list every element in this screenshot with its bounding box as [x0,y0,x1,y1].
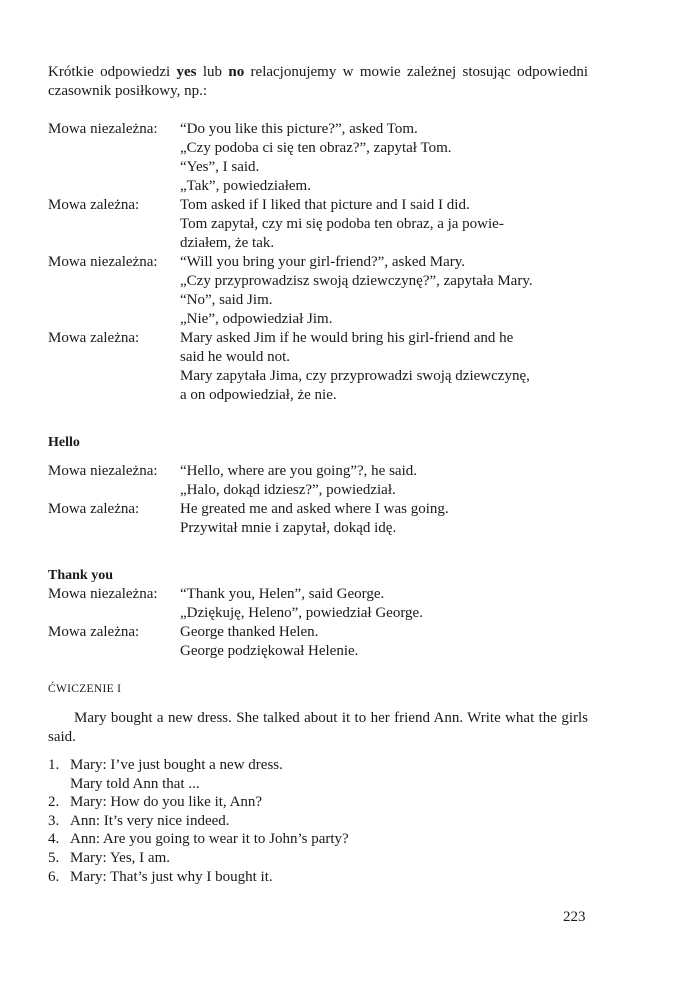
item-line: Mary told Ann that ... [70,775,200,792]
dialogue-text [180,500,608,538]
speech-type-label: Mowa zależna: [48,624,140,640]
intro-text-3: relacjonujemy w mowie zależnej stosując odpowiedni czasownik posiłkowy, np.: [48,64,588,99]
page-number: 223 [563,909,586,925]
list-item [48,849,608,868]
item-line: Mary: Yes, I am. [70,849,170,866]
intro-paragraph [48,63,588,101]
item-number: 5. [48,849,60,866]
dialogue-line: He greated me and asked where I was going. [180,501,449,517]
item-line: Mary: That’s just why I bought it. [70,868,273,885]
dialogue-line: “Thank you, Helen”, said George. [180,586,385,602]
dialogue-text [180,585,608,623]
speech-type-label: Mowa zależna: [48,501,140,517]
dialogue-line: „Czy przyprowadzisz swoją dziewczynę?”, zapytała Mary. [180,273,533,289]
speech-type-label: Mowa niezależna: [48,586,158,602]
dialogue-row [48,120,608,196]
item-number: 2. [48,794,60,811]
item-text [70,756,283,793]
dialogue-text [180,329,608,405]
item-line: Ann: It’s very nice indeed. [70,812,230,829]
item-number: 6. [48,868,60,885]
dialogue-line: “Hello, where are you going”?, he said. [180,463,417,479]
dialogue-line: a on odpowiedział, że nie. [180,387,337,403]
section-heading-thank-you: Thank you [48,568,113,583]
dialogue-text [180,196,608,253]
dialogue-line: said he would not. [180,349,290,365]
list-item [48,756,608,793]
intro-yes: yes [176,64,197,80]
dialogue-text [180,623,608,661]
dialogue-line: Tom asked if I liked that picture and I said I did. [180,197,470,213]
dialogue-line: George thanked Helen. [180,624,319,640]
item-line: Mary: I’ve just bought a new dress. [70,757,283,773]
list-item [48,830,608,849]
dialogue-line: działem, że tak. [180,235,275,251]
dialogue-row [48,196,608,253]
dialogue-line: „Halo, dokąd idziesz?”, powiedział. [180,482,396,498]
list-item [48,868,608,887]
speech-type-label: Mowa zależna: [48,197,140,213]
exercise-title: ĆWICZENIE I [48,683,122,695]
dialogue-text [180,462,608,500]
item-number: 3. [48,812,60,829]
intro-text-2: lub [196,64,229,80]
item-number: 1. [48,757,60,773]
dialogue-line: Mary asked Jim if he would bring his girl-friend and he [180,330,514,346]
dialogue-line: „Dziękuję, Heleno”, powiedział George. [180,605,423,621]
exercise-list [48,756,608,886]
section-heading-hello: Hello [48,435,80,450]
dialogue-line: George podziękował Helenie. [180,643,359,659]
dialogue-line: „Tak”, powiedziałem. [180,178,311,194]
item-line: Ann: Are you going to wear it to John’s party? [70,831,349,848]
speech-type-label: Mowa niezależna: [48,254,158,270]
dialogue-row [48,462,608,500]
dialogue-row [48,623,608,661]
dialogue-line: „Nie”, odpowiedział Jim. [180,311,333,327]
dialogue-line: “Will you bring your girl-friend?”, asked Mary. [180,254,465,270]
dialogue-row [48,329,608,405]
speech-type-label: Mowa niezależna: [48,463,158,479]
dialogue-line: “Do you like this picture?”, asked Tom. [180,121,418,137]
dialogue-line: Tom zapytał, czy mi się podoba ten obraz, a ja powie- [180,216,504,232]
item-line: Mary: How do you like it, Ann? [70,794,263,811]
item-number: 4. [48,831,60,848]
dialogue-text [180,253,608,329]
example-block-thank-you [48,585,608,661]
dialogue-line: “No”, said Jim. [180,292,273,308]
exercise-instructions: Mary bought a new dress. She talked about it to her friend Ann. Write what the girls said. [48,710,588,745]
dialogue-line: „Czy podoba ci się ten obraz?”, zapytał Tom. [180,140,452,156]
dialogue-line: Przywitał mnie i zapytał, dokąd idę. [180,520,397,536]
dialogue-line: “Yes”, I said. [180,159,260,175]
dialogue-text [180,120,608,196]
list-item [48,812,608,831]
intro-text-1: Krótkie odpowiedzi [48,64,177,80]
speech-type-label: Mowa zależna: [48,330,140,346]
dialogue-row [48,253,608,329]
speech-type-label: Mowa niezależna: [48,121,158,137]
list-item [48,793,608,812]
example-block-yes-no [48,120,608,405]
example-block-hello [48,462,608,538]
dialogue-line: Mary zapytała Jima, czy przyprowadzi swoją dziewczynę, [180,368,530,384]
dialogue-row [48,500,608,538]
dialogue-row [48,585,608,623]
intro-no: no [228,64,245,80]
